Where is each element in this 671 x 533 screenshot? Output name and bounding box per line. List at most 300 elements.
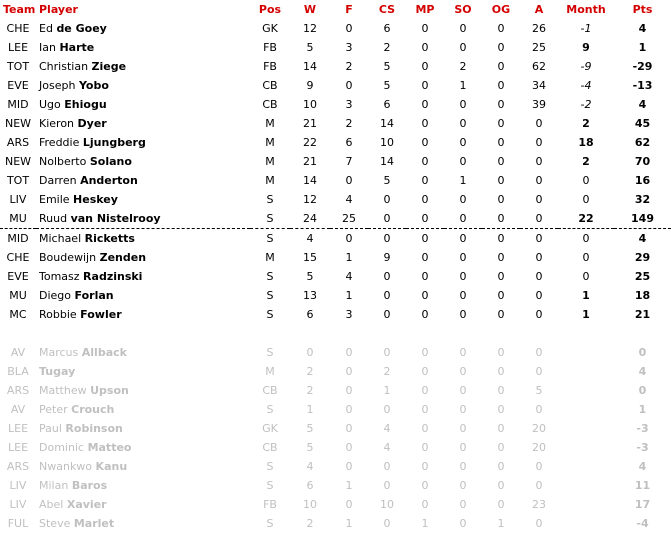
f-cell: 0 xyxy=(330,229,368,249)
player-cell[interactable] xyxy=(36,114,250,133)
player-cell[interactable] xyxy=(36,133,250,152)
w-cell: 12 xyxy=(303,193,317,206)
player-first-name: Nolberto xyxy=(39,155,87,168)
a-cell: 0 xyxy=(535,289,543,302)
table-row[interactable] xyxy=(0,114,671,133)
pos-cell: M xyxy=(265,117,275,130)
player-cell[interactable] xyxy=(36,76,250,95)
a-cell: 0 xyxy=(535,460,543,473)
table-row[interactable] xyxy=(0,229,671,249)
pos-cell: M xyxy=(265,174,275,187)
player-last-name: Solano xyxy=(89,155,132,168)
pos-cell: FB xyxy=(263,60,277,73)
a-cell: 0 xyxy=(535,212,543,225)
table-row[interactable] xyxy=(0,152,671,171)
so-cell: 0 xyxy=(459,517,467,530)
player-cell[interactable] xyxy=(36,438,250,457)
pts-cell: -13 xyxy=(632,79,653,92)
player-cell[interactable] xyxy=(36,362,250,381)
month-cell: -4 xyxy=(580,79,592,92)
month-cell xyxy=(558,438,614,457)
pts-cell: -29 xyxy=(632,60,653,73)
so-header: SO xyxy=(454,3,472,16)
table-row[interactable] xyxy=(0,38,671,57)
f-cell: 0 xyxy=(345,79,353,92)
f-cell: 1 xyxy=(345,289,353,302)
player-cell[interactable] xyxy=(36,457,250,476)
team-cell: NEW xyxy=(4,117,32,130)
so-cell: 0 xyxy=(459,155,467,168)
pts-cell: 18 xyxy=(634,289,651,302)
player-first-name: Diego xyxy=(39,289,72,302)
f-cell: 4 xyxy=(345,193,353,206)
so-cell: 0 xyxy=(459,289,467,302)
a-cell: 62 xyxy=(532,60,546,73)
so-cell: 0 xyxy=(459,136,467,149)
table-row[interactable] xyxy=(0,133,671,152)
w-cell: 22 xyxy=(303,136,317,149)
player-last-name: Baros xyxy=(71,479,108,492)
mp-cell: 0 xyxy=(421,422,429,435)
cs-cell: 4 xyxy=(383,422,391,435)
w-cell: 24 xyxy=(303,212,317,225)
player-first-name: Robbie xyxy=(39,308,77,321)
month-cell: 9 xyxy=(582,41,590,54)
team-cell: LEE xyxy=(7,41,29,54)
cs-cell: 0 xyxy=(383,212,391,225)
w-cell: 2 xyxy=(306,365,314,378)
so-cell: 2 xyxy=(459,60,467,73)
og-cell: 0 xyxy=(497,289,505,302)
player-first-name: Kieron xyxy=(39,117,75,130)
table-row[interactable] xyxy=(0,362,671,381)
team-cell: CHE xyxy=(6,251,30,264)
month-cell xyxy=(558,400,614,419)
table-row[interactable] xyxy=(0,267,671,286)
a-cell: 0 xyxy=(535,174,543,187)
cs-cell: 4 xyxy=(383,441,391,454)
pos-cell: CB xyxy=(262,98,278,111)
player-last-name: Ehiogu xyxy=(64,98,107,111)
player-last-name: Kanu xyxy=(95,460,128,473)
player-cell[interactable] xyxy=(36,476,250,495)
og-cell: 0 xyxy=(497,251,505,264)
w-cell: 13 xyxy=(303,289,317,302)
player-last-name: Zenden xyxy=(99,251,147,264)
player-last-name: Crouch xyxy=(71,403,115,416)
table-row[interactable] xyxy=(0,381,671,400)
pts-cell: 17 xyxy=(634,498,651,511)
player-cell[interactable] xyxy=(36,229,250,249)
player-cell[interactable] xyxy=(36,267,250,286)
og-cell: 0 xyxy=(497,346,505,359)
month-cell: 2 xyxy=(582,117,590,130)
pos-cell: CB xyxy=(262,441,278,454)
player-cell[interactable] xyxy=(36,286,250,305)
w-cell: 14 xyxy=(303,60,317,73)
cs-cell: 0 xyxy=(383,346,391,359)
pts-cell: 1 xyxy=(638,403,647,416)
player-cell[interactable] xyxy=(36,419,250,438)
pos-cell: GK xyxy=(262,422,278,435)
player-first-name: Nwankwo xyxy=(39,460,93,473)
month-cell xyxy=(558,495,614,514)
f-cell: 25 xyxy=(342,212,356,225)
month-cell: 0 xyxy=(582,270,590,283)
player-last-name: Ricketts xyxy=(84,232,135,245)
month-cell: -9 xyxy=(580,60,592,73)
pts-cell: 4 xyxy=(638,365,647,378)
team-cell: LEE xyxy=(7,441,29,454)
team-cell: ARS xyxy=(6,136,30,149)
a-header: A xyxy=(534,3,544,16)
table-row[interactable] xyxy=(0,476,671,495)
mp-cell: 0 xyxy=(421,289,429,302)
w-header: W xyxy=(303,3,317,16)
player-cell[interactable] xyxy=(36,95,250,114)
player-first-name: Christian xyxy=(39,60,89,73)
pos-cell: M xyxy=(265,365,275,378)
so-cell: 0 xyxy=(459,212,467,225)
pts-cell: 29 xyxy=(634,251,651,264)
table-row[interactable] xyxy=(0,19,671,38)
mp-cell: 0 xyxy=(421,22,429,35)
so-cell: 1 xyxy=(459,79,467,92)
a-cell: 0 xyxy=(535,403,543,416)
cs-cell: 0 xyxy=(383,479,391,492)
cs-cell: 5 xyxy=(383,60,391,73)
pos-cell: S xyxy=(266,289,274,302)
team-cell: TOT xyxy=(6,60,30,73)
w-cell: 4 xyxy=(306,460,314,473)
og-cell: 0 xyxy=(482,229,520,249)
team-cell: AV xyxy=(10,346,26,359)
pts-cell: 0 xyxy=(638,346,647,359)
cs-cell: 10 xyxy=(380,136,394,149)
team-cell: EVE xyxy=(7,79,29,92)
player-first-name: Matthew xyxy=(39,384,87,397)
player-last-name: Heskey xyxy=(73,193,118,206)
month-cell: 1 xyxy=(582,289,590,302)
mp-cell: 0 xyxy=(406,229,444,249)
og-cell: 0 xyxy=(497,270,505,283)
w-cell: 2 xyxy=(306,517,314,530)
table-row[interactable] xyxy=(0,57,671,76)
w-cell: 10 xyxy=(303,498,317,511)
cs-cell: 2 xyxy=(383,365,391,378)
og-cell: 0 xyxy=(497,193,505,206)
pts-cell: 4 xyxy=(638,22,647,35)
cs-cell: 5 xyxy=(383,79,391,92)
cs-header: CS xyxy=(378,3,396,16)
f-cell: 3 xyxy=(345,308,353,321)
pos-cell: CB xyxy=(262,79,278,92)
og-header: OG xyxy=(491,3,511,16)
a-cell: 26 xyxy=(532,22,546,35)
og-cell: 0 xyxy=(497,365,505,378)
player-first-name: Steve xyxy=(39,517,71,530)
mp-cell: 0 xyxy=(421,479,429,492)
pts-cell: 70 xyxy=(634,155,651,168)
pts-cell: 4 xyxy=(638,460,647,473)
table-row[interactable] xyxy=(0,495,671,514)
team-cell: LIV xyxy=(9,498,27,511)
w-cell: 2 xyxy=(306,384,314,397)
table-row[interactable] xyxy=(0,76,671,95)
pos-cell: S xyxy=(266,346,274,359)
pts-cell: 149 xyxy=(631,212,654,225)
w-cell: 21 xyxy=(303,155,317,168)
mp-cell: 0 xyxy=(421,193,429,206)
og-cell: 0 xyxy=(497,60,505,73)
f-cell: 0 xyxy=(345,422,353,435)
a-cell: 0 xyxy=(535,517,543,530)
month-cell xyxy=(558,343,614,362)
og-cell: 0 xyxy=(497,155,505,168)
f-cell: 3 xyxy=(345,98,353,111)
f-cell: 3 xyxy=(345,41,353,54)
player-cell[interactable] xyxy=(36,190,250,209)
w-cell: 1 xyxy=(306,403,314,416)
table-row[interactable] xyxy=(0,419,671,438)
og-cell: 0 xyxy=(497,422,505,435)
a-cell: 0 xyxy=(535,479,543,492)
team-cell: MU xyxy=(9,212,27,225)
table-row[interactable] xyxy=(0,248,671,267)
cs-cell: 6 xyxy=(383,98,391,111)
team-cell: BLA xyxy=(7,365,29,378)
so-cell: 0 xyxy=(459,479,467,492)
player-first-name: Abel xyxy=(39,498,64,511)
pts-cell: 21 xyxy=(634,308,651,321)
pts-cell: -4 xyxy=(636,517,649,530)
player-last-name: Harte xyxy=(59,41,95,54)
table-row[interactable] xyxy=(0,457,671,476)
w-cell: 5 xyxy=(306,41,314,54)
pts-cell: -3 xyxy=(636,422,649,435)
month-cell xyxy=(558,381,614,400)
cs-cell: 14 xyxy=(380,155,394,168)
w-cell: 9 xyxy=(306,79,314,92)
pos-cell: CB xyxy=(262,384,278,397)
pts-cell: 4 xyxy=(638,98,647,111)
table-row[interactable] xyxy=(0,514,671,533)
a-cell: 0 xyxy=(535,270,543,283)
a-cell: 0 xyxy=(535,193,543,206)
team-cell: EVE xyxy=(7,270,29,283)
w-cell: 6 xyxy=(306,479,314,492)
pos-cell: S xyxy=(266,479,274,492)
table-row[interactable] xyxy=(0,95,671,114)
pos-cell: S xyxy=(266,212,274,225)
table-row[interactable] xyxy=(0,286,671,305)
player-first-name: Peter xyxy=(39,403,68,416)
player-last-name: Forlan xyxy=(74,289,114,302)
mp-cell: 0 xyxy=(421,270,429,283)
player-first-name: Milan xyxy=(39,479,69,492)
so-cell: 0 xyxy=(459,98,467,111)
so-cell: 0 xyxy=(459,403,467,416)
pts-cell: 32 xyxy=(634,193,651,206)
f-cell: 0 xyxy=(345,384,353,397)
table-row[interactable] xyxy=(0,343,671,362)
mp-cell: 1 xyxy=(421,517,429,530)
player-first-name: Michael xyxy=(39,232,82,245)
team-header: Team xyxy=(3,3,36,16)
pos-cell: M xyxy=(265,155,275,168)
player-cell[interactable] xyxy=(36,495,250,514)
player-cell[interactable] xyxy=(36,248,250,267)
table-row[interactable] xyxy=(0,305,671,324)
player-last-name: Marlet xyxy=(73,517,115,530)
f-cell: 6 xyxy=(345,136,353,149)
og-cell: 0 xyxy=(497,98,505,111)
team-cell: LEE xyxy=(7,422,29,435)
mp-cell: 0 xyxy=(421,308,429,321)
player-first-name: Freddie xyxy=(39,136,80,149)
player-cell[interactable] xyxy=(36,381,250,400)
og-cell: 0 xyxy=(497,79,505,92)
so-cell: 0 xyxy=(459,346,467,359)
table-row[interactable] xyxy=(0,209,671,229)
cs-cell: 9 xyxy=(383,251,391,264)
f-cell: 2 xyxy=(345,60,353,73)
team-cell: ARS xyxy=(6,384,30,397)
player-cell[interactable] xyxy=(36,209,250,229)
player-cell[interactable] xyxy=(36,305,250,324)
player-first-name: Dominic xyxy=(39,441,85,454)
mp-cell: 0 xyxy=(421,136,429,149)
w-cell: 15 xyxy=(303,251,317,264)
so-cell: 0 xyxy=(459,193,467,206)
mp-cell: 0 xyxy=(421,384,429,397)
a-cell: 23 xyxy=(532,498,546,511)
f-cell: 0 xyxy=(345,403,353,416)
section-spacer xyxy=(0,324,671,343)
so-cell: 0 xyxy=(459,460,467,473)
player-cell[interactable] xyxy=(36,171,250,190)
mp-cell: 0 xyxy=(421,41,429,54)
og-cell: 0 xyxy=(497,308,505,321)
player-cell[interactable] xyxy=(36,57,250,76)
player-first-name: Joseph xyxy=(39,79,76,92)
table-body xyxy=(0,19,671,533)
og-cell: 0 xyxy=(497,441,505,454)
month-cell: 0 xyxy=(582,193,590,206)
og-cell: 0 xyxy=(497,22,505,35)
player-cell[interactable] xyxy=(36,514,250,533)
month-cell xyxy=(558,419,614,438)
month-cell: 0 xyxy=(582,251,590,264)
cs-cell: 5 xyxy=(383,174,391,187)
pts-cell: 4 xyxy=(614,229,671,249)
month-cell: 18 xyxy=(578,136,594,149)
f-cell: 0 xyxy=(345,441,353,454)
team-cell: NEW xyxy=(4,155,32,168)
pos-cell: S xyxy=(266,517,274,530)
f-cell: 0 xyxy=(345,365,353,378)
pos-cell: S xyxy=(266,193,274,206)
player-header: Player xyxy=(39,3,78,16)
team-cell: TOT xyxy=(6,174,30,187)
w-cell: 10 xyxy=(303,98,317,111)
og-cell: 1 xyxy=(497,517,505,530)
player-cell[interactable] xyxy=(36,152,250,171)
player-last-name: Xavier xyxy=(66,498,107,511)
so-cell: 0 xyxy=(459,41,467,54)
og-cell: 0 xyxy=(497,403,505,416)
player-cell[interactable] xyxy=(36,38,250,57)
team-cell: AV xyxy=(10,403,26,416)
header-row xyxy=(0,0,671,19)
cs-cell: 0 xyxy=(383,308,391,321)
team-cell: MU xyxy=(9,289,27,302)
og-cell: 0 xyxy=(497,498,505,511)
cs-cell: 0 xyxy=(383,403,391,416)
player-first-name: Darren xyxy=(39,174,77,187)
f-cell: 4 xyxy=(345,270,353,283)
mp-cell: 0 xyxy=(421,174,429,187)
w-cell: 14 xyxy=(303,174,317,187)
player-first-name: Ian xyxy=(39,41,56,54)
pos-header: Pos xyxy=(258,3,282,16)
team-cell: LIV xyxy=(9,193,27,206)
f-cell: 0 xyxy=(345,174,353,187)
table-row[interactable] xyxy=(0,400,671,419)
og-cell: 0 xyxy=(497,136,505,149)
so-cell: 0 xyxy=(459,365,467,378)
table-row[interactable] xyxy=(0,438,671,457)
month-cell xyxy=(558,457,614,476)
table-row[interactable] xyxy=(0,171,671,190)
a-cell: 0 xyxy=(535,136,543,149)
w-cell: 5 xyxy=(306,422,314,435)
a-cell: 5 xyxy=(535,384,543,397)
og-cell: 0 xyxy=(497,460,505,473)
player-cell[interactable] xyxy=(36,19,250,38)
table-row[interactable] xyxy=(0,190,671,209)
mp-cell: 0 xyxy=(421,346,429,359)
pts-header: Pts xyxy=(632,3,653,16)
so-cell: 0 xyxy=(459,270,467,283)
cs-cell: 0 xyxy=(383,270,391,283)
player-cell[interactable] xyxy=(36,343,250,362)
so-cell: 0 xyxy=(459,422,467,435)
player-cell[interactable] xyxy=(36,400,250,419)
team-cell: CHE xyxy=(6,22,30,35)
player-last-name: Anderton xyxy=(80,174,138,187)
so-cell: 0 xyxy=(459,308,467,321)
mp-cell: 0 xyxy=(421,155,429,168)
pos-cell: S xyxy=(266,270,274,283)
player-first-name: Tomasz xyxy=(39,270,80,283)
month-cell: 1 xyxy=(582,308,590,321)
f-cell: 0 xyxy=(345,22,353,35)
month-cell xyxy=(558,476,614,495)
mp-cell: 0 xyxy=(421,460,429,473)
pos-cell: S xyxy=(266,460,274,473)
player-last-name: Dyer xyxy=(77,117,107,130)
w-cell: 12 xyxy=(303,22,317,35)
cs-cell: 6 xyxy=(383,22,391,35)
pos-cell: FB xyxy=(263,41,277,54)
pos-cell: M xyxy=(265,251,275,264)
month-cell: -1 xyxy=(580,22,592,35)
a-cell: 25 xyxy=(532,41,546,54)
player-last-name: Ljungberg xyxy=(82,136,146,149)
player-last-name: Ziege xyxy=(91,60,127,73)
cs-cell: 10 xyxy=(380,498,394,511)
